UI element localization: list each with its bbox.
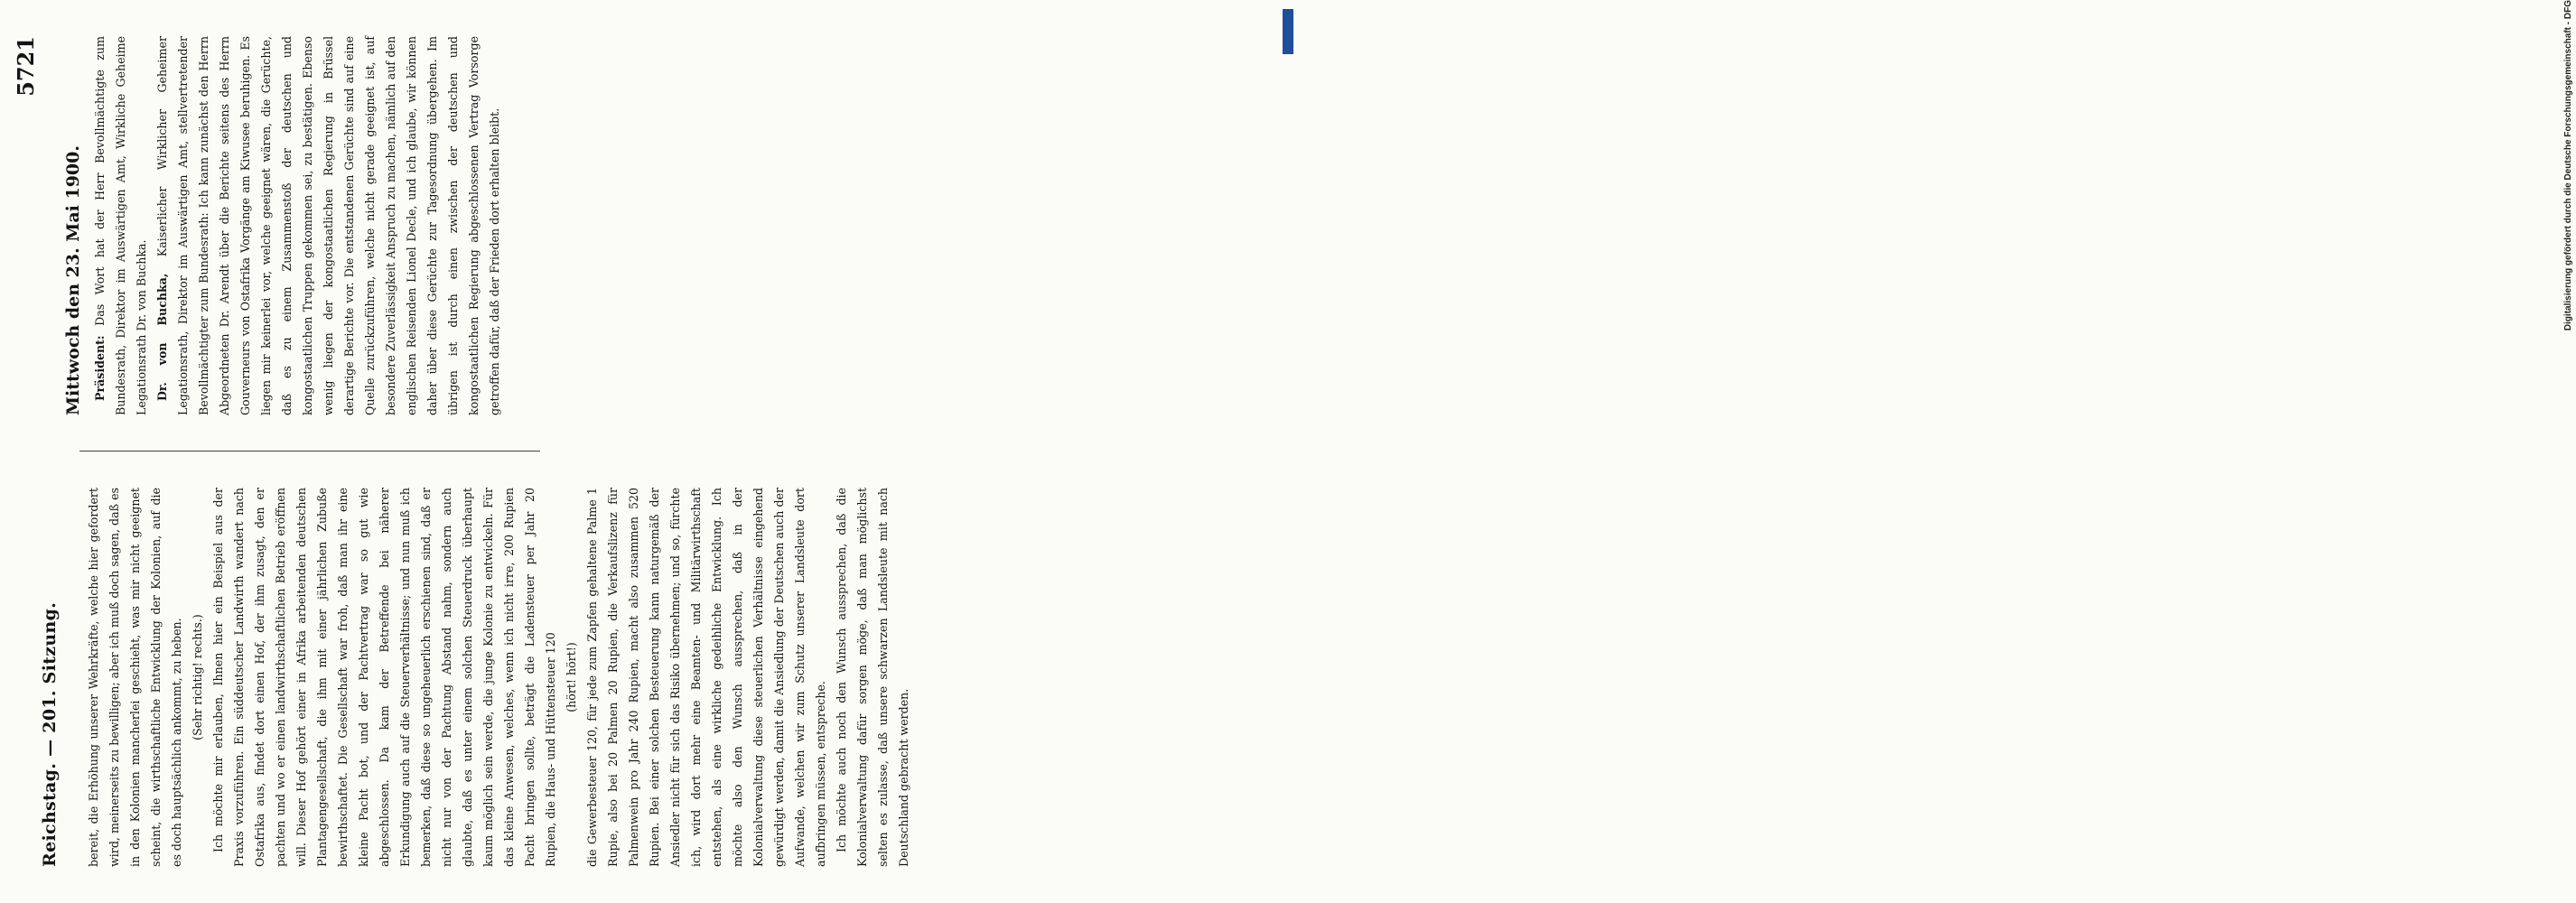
header-date: Mittwoch den 23. Mai 1900. bbox=[63, 145, 83, 415]
speaker-buchka: Dr. von Buchka, bbox=[155, 273, 169, 401]
column-divider bbox=[79, 451, 540, 452]
interjection: (hört! hört!) bbox=[565, 642, 578, 712]
paragraph: bereit, die Erhöhung unserer Wehrkräfte, welche hier gefordert wird, meinerseits zu bewilligen; aber ich muß doch sagen, daß es in den Kolonien mancherlei geschieht, was mir nicht geeignet scheint, die wirthschaftliche Entwicklung der Kolonien, auf die es doch hauptsächlich ankommt, zu heben. bbox=[87, 488, 183, 867]
dfg-notice: Digitalisierung gefördert durch die Deutsche Forschungsgemeinschaft - DFG bbox=[2563, 0, 2573, 331]
speaker-president: Präsident: bbox=[93, 335, 107, 401]
right-column bbox=[63, 36, 505, 415]
left-column bbox=[83, 488, 914, 867]
dfg-sidebar bbox=[1281, 0, 2573, 903]
header-page-number: 5721 bbox=[13, 36, 39, 97]
header-session: Reichstag. — 201. Sitzung. bbox=[40, 601, 60, 867]
paragraph: die Gewerbesteuer 120, für jede zum Zapfen gehaltene Palme 1 Rupie, also bei 20 Palmen 20 Rupien, die Verkaufslizenz für Palmenwein pro Jahr 240 Rupien, macht also zusammen 520 Rupien. Bei einer solchen Besteuerung kann naturgemäß der Ansiedler nicht für sich das Risiko übernehmen; und so, fürchte ich, wird dort mehr eine Beamten- und Militärwirthschaft entstehen, als eine wirkliche gedeihliche Entwicklung. Ich möchte also den Wunsch aussprechen, daß in der Kolonialverwaltung diese steuerlichen Verhältnisse eingehend gewürdigt werden, damit die Ansiedlung der Deutschen auch der Aufwande, welchen wir zum Schutz unserer Landsleute dort aufbringen müssen, entspreche. bbox=[585, 488, 827, 867]
dfg-logo-icon bbox=[1283, 9, 1293, 54]
paragraph: Kaiserlicher Wirklicher Geheimer Legationsrath, Direktor im Auswärtigen Amt, stellvertretender Bevollmächtigter zum Bundesrath: Ich kann zunächst den Herrn Abgeordneten Dr. Arendt über die Berichte seitens des Herrn Gouverneurs von Ostafrika Vorgänge am Kiwusee beruhigen. Es liegen mir keinerlei vor, welche geeignet wären, die Gerüchte, daß es zu einem Zusammenstoß der deutschen und kongostaatlichen Truppen gekommen sei, zu bestätigen. Ebenso wenig liegen der kongostaatlichen Regierung in Brüssel derartige Berichte vor. Die entstandenen Gerüchte sind auf eine Quelle zurückzuführen, welche nicht gerade geeignet ist, auf besondere Zuverlässigkeit Anspruch zu machen, nämlich auf den englischen Reisenden Lionel Decle, und ich glaube, wir können daher über diese Gerüchte zur Tagesordnung übergehen. Im übrigen ist durch einen zwischen der deutschen und kongostaatlichen Regierung abgeschlossenen Vertrag Vorsorge getroffen dafür, daß der Frieden dort erhalten bleibt. bbox=[155, 36, 501, 415]
paragraph: Das Wort hat der Herr Bevollmächtigte zum Bundesrath, Direktor im Auswärtigen Amt, Wirkliche Geheime Legationsrath Dr. von Buchka. bbox=[93, 36, 148, 415]
paragraph: Ich möchte mir erlauben, Ihnen hier ein Beispiel aus der Praxis vorzuführen. Ein süddeutscher Landwirth wandert nach Ostafrika aus, findet dort einen Hof, der ihm zusagt, den er pachten und wo er einen landwirthschaftlichen Betrieb eröffnen will. Dieser Hof gehört einer in Afrika arbeitenden deutschen Plantagengesellschaft, die ihm mit einer jährlichen Zubuße bewirthschaftet. Die Gesellschaft war froh, daß man ihr eine kleine Pacht bot, und der Pachtvertrag war so gut wie abgeschlossen. Da kam der Betreffende bei näherer Erkundigung auch auf die Steuerverhältnisse; und nun muß ich bemerken, daß diese so ungeheuerlich erschienen sind, daß er nicht nur von der Pachtung Abstand nahm, sondern auch glaubte, daß es unter einem solchen Steuerdruck überhaupt kaum möglich sein werde, die junge Kolonie zu entwickeln. Für das kleine Anwesen, welches, wenn ich nicht irre, 200 Rupien Pacht bringen sollte, beträgt die Ladensteuer per Jahr 20 Rupien, die Haus- und Hüttensteuer 120 bbox=[211, 488, 557, 867]
paragraph: Ich möchte auch noch den Wunsch aussprechen, daß die Kolonialverwaltung dafür sorgen möge, daß man möglichst selten es zulasse, daß unsere schwarzen Landsleute mit nach Deutschland gebracht werden. bbox=[835, 488, 910, 867]
interjection: (Sehr richtig! rechts.) bbox=[191, 614, 204, 740]
